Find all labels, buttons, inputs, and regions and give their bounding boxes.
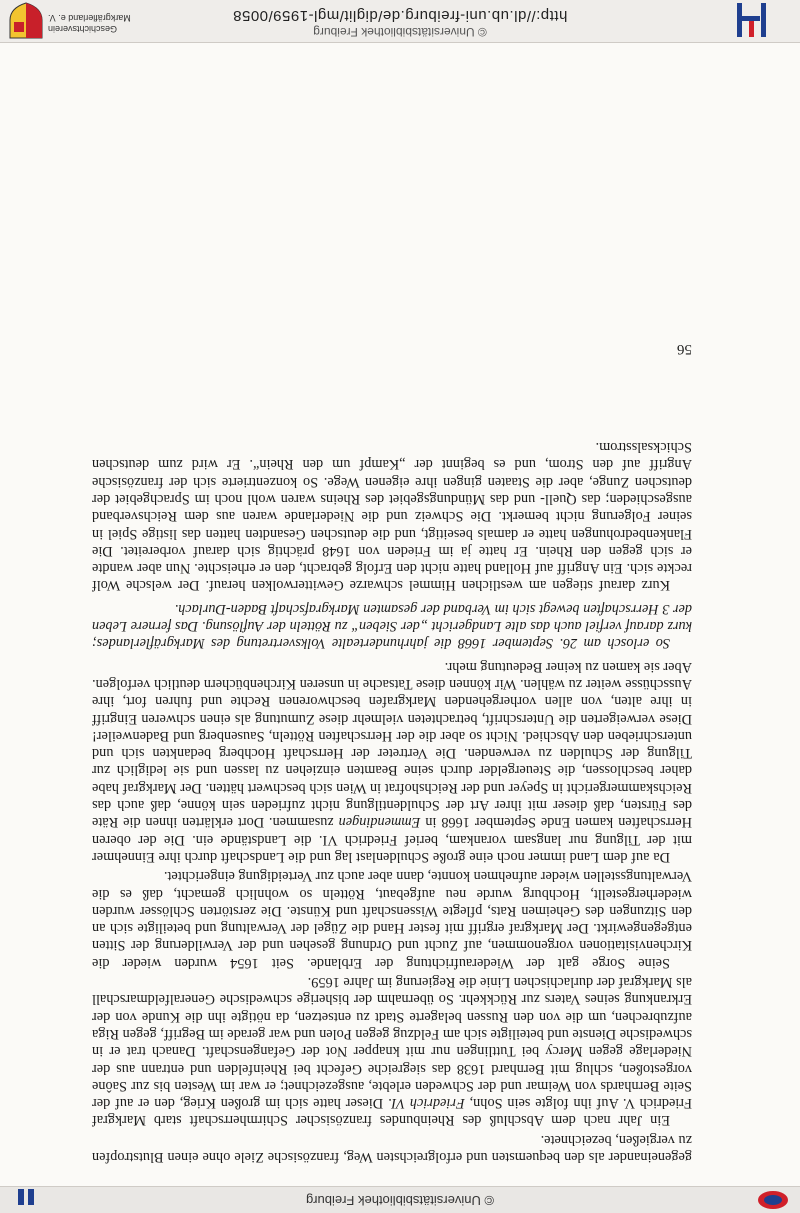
emphasis-friedrich: Friedrich VI. [387,1095,465,1112]
header-bar [0,1186,800,1213]
permalink-url[interactable]: http://dl.ub.uni-freiburg.de/diglit/mgl-1959/0058 [232,7,568,24]
paragraph-3: Da auf dem Land immer noch eine große Schuldenlast lag und die Landschaft durch ihre Einnehmer mit der Tilgung nur langsam vorankam, berief Friedrich VI. die Landstände ein. Die der oberen Herrschaften kamen Ende September 1668 in Emmendingen zusammen. Dort erklärten ihnen die Räte des Fürsten, daß dieser mit ihrer Art der Schuldentilgung nicht zufrieden sein könne, daß auch das Reichskammergericht in Speyer und der Reichshofrat in Wien sich beschwert hätten. Der Markgraf habe daher beschlossen, die Steuergelder durch seine Beamten einziehen zu lassen und sie lediglich zur Tilgung der Schulden zu verwenden. Die Vertreter der Herrschaft Hochberg bedankten sich und unterschrieben den Abschied. Nicht so aber die der Herrschaften Rötteln, Sausenberg und Badenweiler! Diese verweigerten die Unterschrift, betrachteten vielmehr diese Zumutung als einen schweren Eingriff in ihre alten, von allen vorhergehenden Markgrafen beschworenen Rechte und fuhren fort, ihre Ausschüsse weiter zu wählen. Wir können diese Tatsache in unseren Kirchenbüchern deutlich verfolgen. Aber sie kamen zu keiner Bedeutung mehr. [92,658,692,865]
paragraph-4: Kurz darauf stiegen am westlichen Himmel schwarze Gewitterwolken herauf. Der welsche Wolf reckte sich. Ein Angriff auf Holland hatte nicht den Erfolg gebracht, den er erheischte. Nun aber wandte er sich gegen den Rhein. Er hatte ja im Frieden von 1648 prächtig sich darauf vorbereitet. Die Flankenbedrohungen hatte er damals beseitigt, und die deutschen Gesandten hatten das listige Spiel in seiner Folgerung nicht bemerkt. Die Schweiz und die Niederlande waren aus dem Reichsverband ausgeschieden; das Quell- und das Mündungsgebiet des Rheins waren wohl noch im Sprachgebiet der deutschen Zunge, aber die Staaten gingen ihre eigenen Wege. So konzentrierte sich der französische Angriff auf den Strom, und es beginnt der „Kampf um den Rhein“. Er wird zum deutschen Schicksalsstrom. [92,439,692,594]
footer-credit: © Universitätsbibliothek Freiburg [313,25,487,39]
page-number: 56 [677,341,692,357]
paragraph-1: Ein Jahr nach dem Abschluß des Rheinbundes französischer Schirmherrschaft starb Markgraf Friedrich V. Auf ihn folgte sein Sohn, Friedrich VI. Dieser hatte sich im großen Krieg, den er auf der Seite Bernhards von Weimar und der Schweden erlebte, ausgezeichnet; er war im Westen bis zur Saône vorgestoßen, schlug mit Bernhard 1638 das siegreiche Gefecht bei Rheinfelden und entrann aus der Niederlage gegen Mercy bei Tuttlingen nur mit knapper Not der Gefangenschaft. Danach trat er in schwedische Dienste und beteiligte sich am Feldzug gegen Polen und war gerade im Begriff, gegen Riga aufzubrechen, um die von den Russen belagerte Stadt zu entsetzen, da nötigte ihn die Kunde von der Erkrankung seines Vaters zur Rückkehr. So übernahm der bisherige schwedische Generalfeldmarschall als Markgraf der durlachischen Linie die Regierung im Jahre 1659. [92,974,692,1129]
society-name: Geschichtsverein Markgräflerland e. V. [48,13,131,34]
header-credit: © Universitätsbibliothek Freiburg [305,1193,495,1208]
footer-bar [0,0,800,43]
emphasis-emmendingen: Emmendingen [338,814,421,831]
italic-paragraph: So erlosch am 26. September 1668 die jahrhundertealte Volksvertretung des Markgräflerlandes; kurz darauf verfiel auch das alte Landgericht „der Sieben“ zu Rötteln der Auflösung. Das fernere Leben der 3 Herrschaften bewegt sich im Verband der gesamten Markgrafschaft Baden-Durlach. [92,600,692,652]
library-mark-icon [14,1189,36,1209]
paragraph-0: gegeneinander als den bequemsten und erfolgreichsten Weg, französische Ziele ohne einen Blutstropfen zu vergießen, bezeichnete. [92,1131,692,1165]
paragraph-2: Seine Sorge galt der Wiederaufrichtung der Erblande. Seit 1654 wurden wieder die Kirchenvisitationen vorgenommen, auf Zucht und Ordnung gesehen und der Verwilderung der Sitten entgegengewirkt. Der Markgraf ergriff mit fester Hand die Zügel der Verwaltung und beteiligte sich an den Sitzungen des Geheimen Rats, pflegte Wissenschaft und Künste. Die zerstörten Schlösser wurden wiederhergestellt, Hochburg wurde neu aufgebaut, Rötteln so wohnlich gemacht, daß es die Verwaltungsstellen wieder aufnehmen konnte, dann aber auch zur Verteidigung eingerichtet. [92,868,692,971]
document-body [92,436,692,1165]
coat-of-arms-icon [6,2,46,40]
